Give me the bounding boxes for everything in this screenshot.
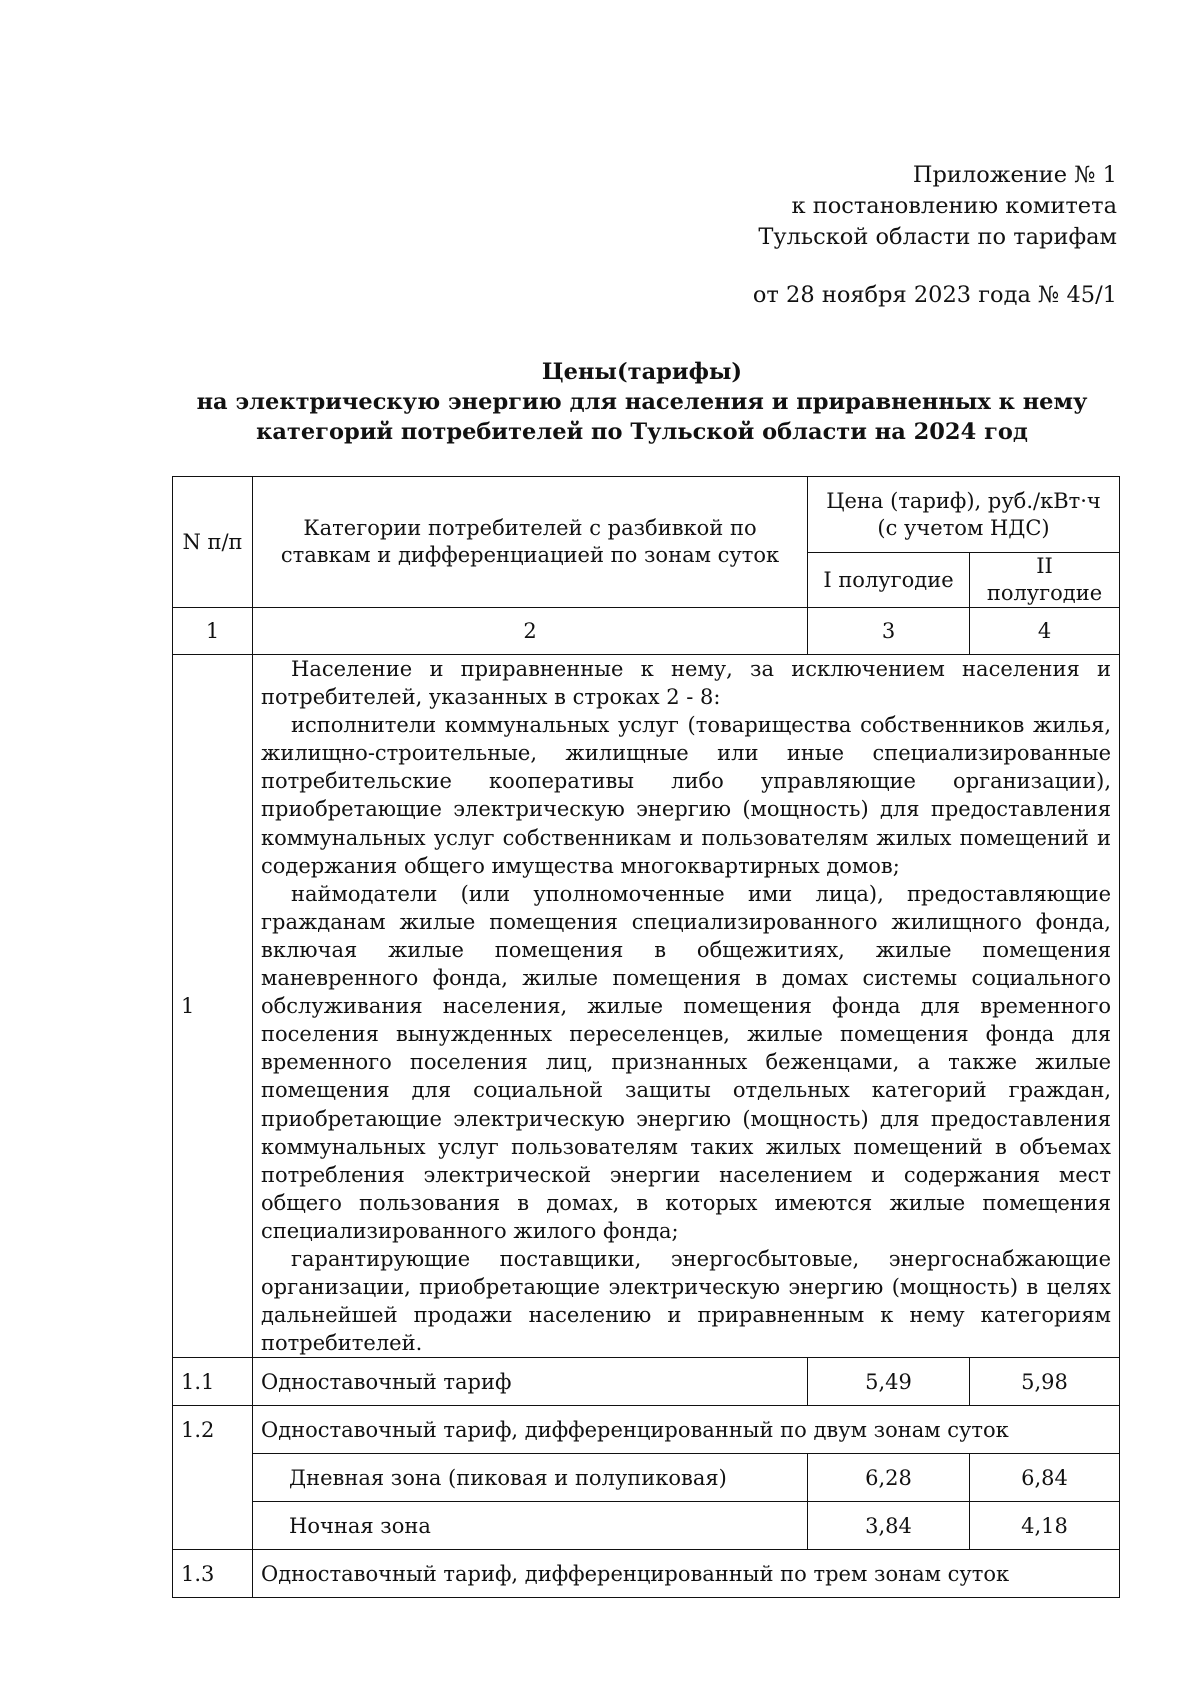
header-num: N п/п bbox=[173, 477, 253, 608]
column-index-row bbox=[173, 608, 1120, 655]
table-row bbox=[173, 1454, 1120, 1502]
table-row bbox=[173, 655, 1120, 1358]
header-half-1: I полугодие bbox=[808, 553, 970, 608]
price-half-1: 5,49 bbox=[808, 1358, 970, 1406]
appendix-line-3: Тульской области по тарифам bbox=[758, 224, 1117, 250]
description-paragraph: гарантирующие поставщики, энергосбытовые, энергоснабжающие организации, приобретающие электрическую энергию (мощность) в целях дальнейшей продажи населению и приравненным к нему категориям потребителей. bbox=[261, 1246, 1111, 1356]
title-line-1: Цены(тарифы) bbox=[541, 359, 743, 385]
header-category: Категории потребителей с разбивкой по ставкам и дифференциацией по зонам суток bbox=[253, 477, 808, 608]
category-description bbox=[253, 655, 1120, 1358]
description-paragraph: наймодатели (или уполномоченные ими лица), предоставляющие гражданам жилые помещения специализированного жилищного фонда, включая жилые помещения в общежитиях, жилые помещения маневренного фонда, жилые помещения в домах системы социального обслуживания населения, жилые помещения фонда для временного поселения вынужденных переселенцев, жилые помещения фонда для временного поселения лиц, признанных беженцами, а также жилые помещения для социальной защиты отдельных категорий граждан, приобретающие электрическую энергию (мощность) для предоставления коммунальных услуг пользователям таких жилых помещений в объемах потребления электрической энергии населением и содержания мест общего пользования в домах, в которых имеются жилые помещения специализированного жилого фонда; bbox=[261, 881, 1111, 1243]
tariff-table bbox=[172, 476, 1120, 1598]
price-half-1: 6,28 bbox=[808, 1454, 970, 1502]
column-index: 1 bbox=[173, 608, 253, 655]
document-title bbox=[172, 357, 1112, 447]
zone-label: Дневная зона (пиковая и полупиковая) bbox=[253, 1454, 808, 1502]
column-index: 4 bbox=[970, 608, 1120, 655]
price-half-2: 5,98 bbox=[970, 1358, 1120, 1406]
table-header-row bbox=[173, 477, 1120, 553]
appendix-line-2: к постановлению комитета bbox=[791, 193, 1117, 219]
row-number: 1.2 bbox=[173, 1406, 253, 1550]
appendix-header bbox=[617, 160, 1117, 311]
table-row bbox=[173, 1358, 1120, 1406]
column-index: 2 bbox=[253, 608, 808, 655]
header-price: Цена (тариф), руб./кВт·ч (с учетом НДС) bbox=[808, 477, 1120, 553]
tariff-label: Одноставочный тариф bbox=[253, 1358, 808, 1406]
row-number: 1.3 bbox=[173, 1550, 253, 1598]
row-number: 1 bbox=[173, 655, 253, 1358]
title-line-3: категорий потребителей по Тульской области на 2024 год bbox=[256, 419, 1028, 445]
price-half-2: 6,84 bbox=[970, 1454, 1120, 1502]
title-line-2: на электрическую энергию для населения и приравненных к нему bbox=[196, 389, 1088, 415]
price-half-2: 4,18 bbox=[970, 1502, 1120, 1550]
table-row bbox=[173, 1550, 1120, 1598]
appendix-line-1: Приложение № 1 bbox=[912, 162, 1117, 188]
row-number: 1.1 bbox=[173, 1358, 253, 1406]
column-index: 3 bbox=[808, 608, 970, 655]
tariff-label: Одноставочный тариф, дифференцированный по трем зонам суток bbox=[253, 1550, 1120, 1598]
description-paragraph: Население и приравненные к нему, за исключением населения и потребителей, указанных в строках 2 - 8: bbox=[261, 657, 1111, 710]
tariff-label: Одноставочный тариф, дифференцированный по двум зонам суток bbox=[253, 1406, 1120, 1454]
description-paragraph: исполнители коммунальных услуг (товарищества собственников жилья, жилищно-строительные, жилищные или иные специализированные потребительские кооперативы либо управляющие организации), приобретающие электрическую энергию (мощность) для предоставления коммунальных услуг собственникам и пользователям жилых помещений и содержания общего имущества многоквартирных домов; bbox=[261, 713, 1111, 878]
price-half-1: 3,84 bbox=[808, 1502, 970, 1550]
appendix-date: от 28 ноября 2023 года № 45/1 bbox=[752, 282, 1117, 308]
table-row bbox=[173, 1502, 1120, 1550]
zone-label: Ночная зона bbox=[253, 1502, 808, 1550]
header-half-2: II полугодие bbox=[970, 553, 1120, 608]
table-row bbox=[173, 1406, 1120, 1454]
